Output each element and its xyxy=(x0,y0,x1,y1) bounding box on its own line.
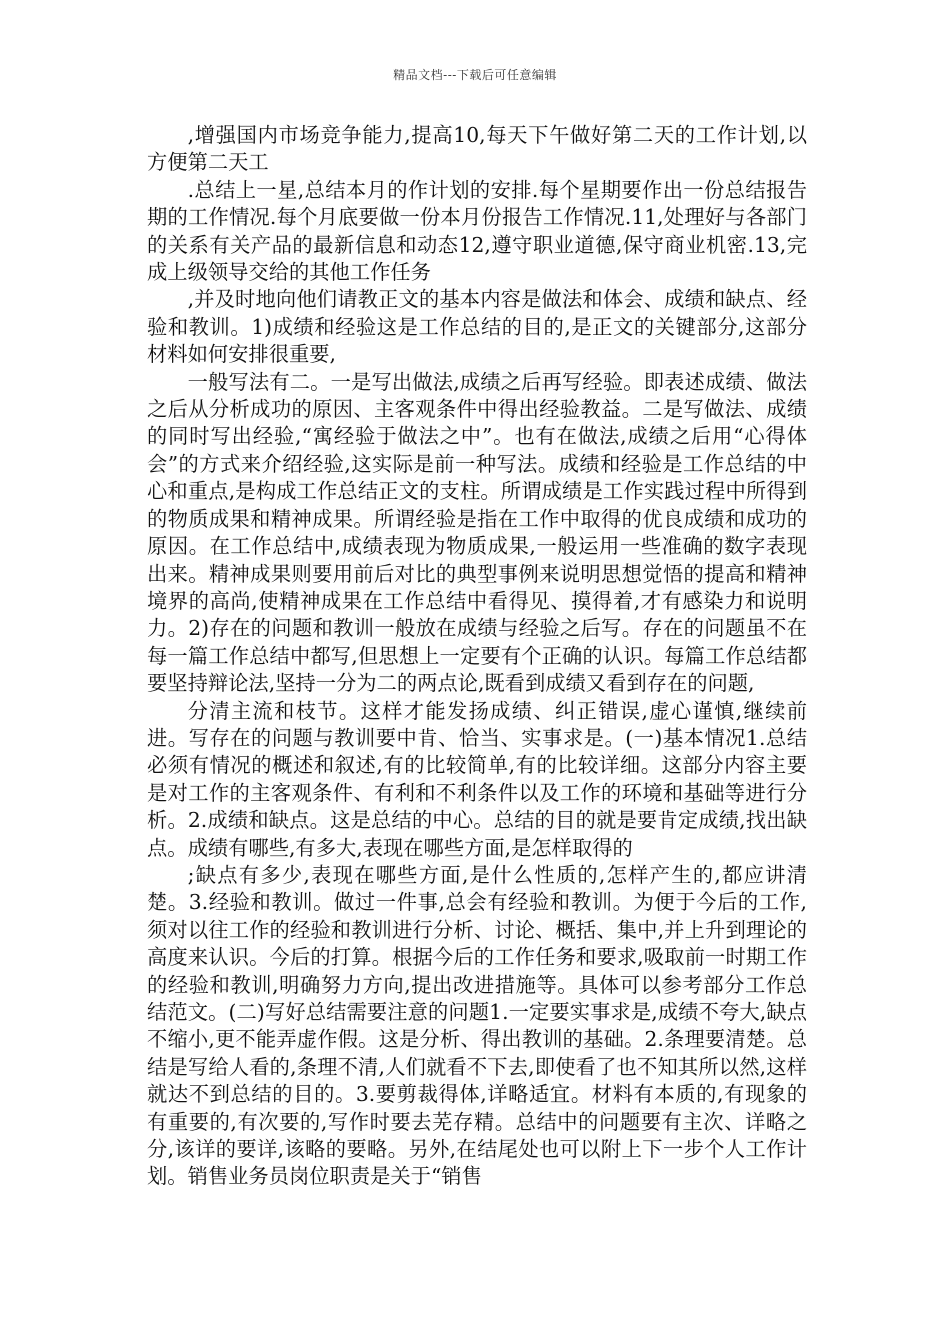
paragraph-5: 分清主流和枝节。这样才能发扬成绩、纠正错误,虚心谨慎,继续前进。写存在的问题与教训要中肯、恰当、实事求是。(一)基本情况1.总结必须有情况的概述和叙述,有的比较简单,有的比较详细。这部分内容主要是对工作的主客观条件、有利和不利条件以及工作的环境和基础等进行分析。2.成绩和缺点。这是总结的中心。总结的目的就是要肯定成绩,找出缺点。成绩有哪些,有多大,表现在哪些方面,是怎样取得的 xyxy=(147,698,807,860)
page-header: 精品文档---下载后可任意编辑 xyxy=(393,68,557,82)
document-body xyxy=(147,122,807,1191)
paragraph-1: ,增强国内市场竞争能力,提高10,每天下午做好第二天的工作计划,以方便第二天工 xyxy=(147,123,807,175)
paragraph-6: ;缺点有多少,表现在哪些方面,是什么性质的,怎样产生的,都应讲清楚。3.经验和教训。做过一件事,总会有经验和教训。为便于今后的工作,须对以往工作的经验和教训进行分析、讨论、概括、集中,并上升到理论的高度来认识。今后的打算。根据今后的工作任务和要求,吸取前一时期工作的经验和教训,明确努力方向,提出改进措施等。具体可以参考部分工作总结范文。(二)写好总结需要注意的问题1.一定要实事求是,成绩不夸大,缺点不缩小,更不能弄虚作假。这是分析、得出教训的基础。2.条理要清楚。总结是写给人看的,条理不清,人们就看不下去,即使看了也不知其所以然,这样就达不到总结的目的。3.要剪裁得体,详略适宜。材料有本质的,有现象的有重要的,有次要的,写作时要去芜存精。总结中的问题要有主次、详略之分,该详的要详,该略的要略。另外,在结尾处也可以附上下一步个人工作计划。销售业务员岗位职责是关于“销售 xyxy=(147,862,807,1189)
paragraph-4: 一般写法有二。一是写出做法,成绩之后再写经验。即表述成绩、做法之后从分析成功的原因、主客观条件中得出经验教益。二是写做法、成绩的同时写出经验,“寓经验于做法之中”。也有在做法,成绩之后用“心得体会”的方式来介绍经验,这实际是前一种写法。成绩和经验是工作总结的中心和重点,是构成工作总结正文的支柱。所谓成绩是工作实践过程中所得到的物质成果和精神成果。所谓经验是指在工作中取得的优良成绩和成功的原因。在工作总结中,成绩表现为物质成果,一般运用一些准确的数字表现出来。精神成果则要用前后对比的典型事例来说明思想觉悟的提高和精神境界的高尚,使精神成果在工作总结中看得见、摸得着,才有感染力和说明力。2)存在的问题和教训一般放在成绩与经验之后写。存在的问题虽不在每一篇工作总结中都写,但思想上一定要有个正确的认识。每篇工作总结都要坚持辩论法,坚持一分为二的两点论,既看到成绩又看到存在的问题, xyxy=(147,369,807,696)
paragraph-2: .总结上一星,总结本月的作计划的安排.每个星期要作出一份总结报告期的工作情况.每个月底要做一份本月份报告工作情况.11,处理好与各部门的关系有关产品的最新信息和动态12,遵守职业道德,保守商业机密.13,完成上级领导交给的其他工作任务 xyxy=(147,177,807,285)
paragraph-3: ,并及时地向他们请教正文的基本内容是做法和体会、成绩和缺点、经验和教训。1)成绩和经验这是工作总结的目的,是正文的关键部分,这部分材料如何安排很重要, xyxy=(147,287,807,367)
